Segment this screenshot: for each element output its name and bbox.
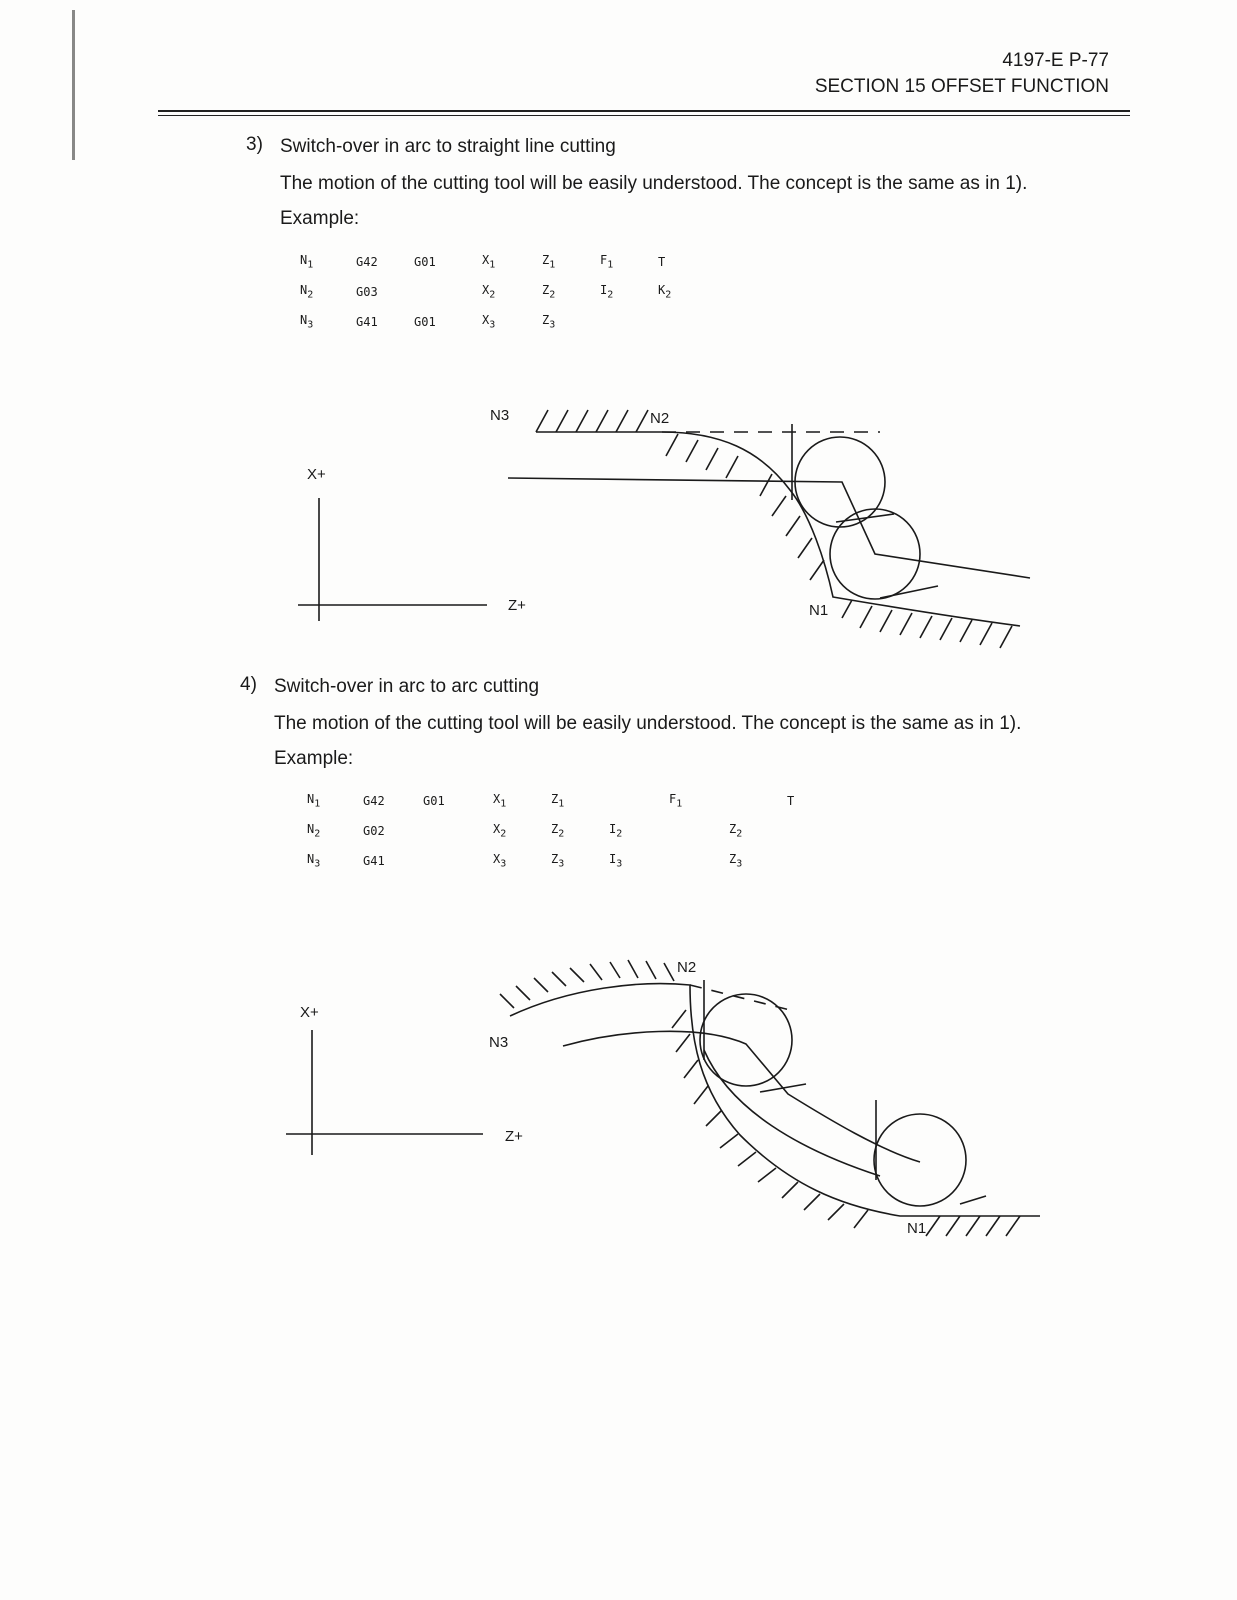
- normal-line: [880, 586, 938, 598]
- address: $X_2$: [482, 283, 496, 301]
- block-number: $N_1$: [300, 253, 314, 271]
- address: $Z_3$: [729, 852, 743, 870]
- figure-3: [298, 410, 1030, 648]
- workpiece-contour: [536, 432, 1020, 626]
- address: $X_1$: [482, 253, 496, 271]
- address: T: [658, 255, 666, 269]
- hatch-bottom: [842, 600, 1012, 648]
- address: $I_2$: [600, 283, 614, 301]
- tool-offset-arc: [704, 1050, 880, 1176]
- address: $I_2$: [609, 822, 623, 840]
- section-4-example-label: Example:: [274, 748, 354, 769]
- address: $X_2$: [493, 822, 507, 840]
- block-number: $N_3$: [307, 852, 321, 870]
- g-code: G41: [363, 854, 385, 868]
- fig4-n2-label: N2: [677, 959, 697, 976]
- fig3-n2-label: N2: [650, 410, 670, 427]
- address: $F_1$: [669, 792, 683, 810]
- section-heading: SECTION 15 OFFSET FUNCTION: [814, 76, 1109, 97]
- address: $Z_3$: [542, 313, 556, 331]
- section-4-title: Switch-over in arc to arc cutting: [274, 676, 540, 697]
- section-3-example-label: Example:: [280, 208, 360, 229]
- dashed-extension: [690, 985, 790, 1010]
- address: T: [787, 794, 795, 808]
- normal-line: [960, 1196, 986, 1204]
- hatch-arc: [672, 1010, 868, 1228]
- block-number: $N_3$: [300, 313, 314, 331]
- address: $I_3$: [609, 852, 623, 870]
- hatch-top: [536, 410, 738, 478]
- fig4-z-axis-label: Z+: [505, 1128, 523, 1145]
- g-code: G42: [363, 794, 385, 808]
- fig3-n3-label: N3: [490, 407, 510, 424]
- address: $Z_3$: [551, 852, 565, 870]
- address: $F_1$: [600, 253, 614, 271]
- fig3-n1-label: N1: [809, 602, 829, 619]
- figure-4: [286, 960, 1040, 1236]
- g-code: G01: [414, 315, 436, 329]
- g-code: G02: [363, 824, 385, 838]
- tool-circle-lower: [874, 1114, 966, 1206]
- block-number: $N_2$: [307, 822, 321, 840]
- address: $X_3$: [493, 852, 507, 870]
- fig4-n1-label: N1: [907, 1220, 927, 1237]
- g-code: G01: [423, 794, 445, 808]
- tool-center-path: [563, 1031, 920, 1162]
- fig3-x-axis-label: X+: [307, 466, 326, 483]
- section-3-description: The motion of the cutting tool will be easily understood. The concept is the same as in 1).: [280, 173, 1028, 194]
- address: $Z_2$: [729, 822, 743, 840]
- address: $X_1$: [493, 792, 507, 810]
- address: $X_3$: [482, 313, 496, 331]
- section-3-number: 3): [246, 134, 263, 155]
- normal-line: [760, 1084, 806, 1092]
- g-code: G42: [356, 255, 378, 269]
- fig4-x-axis-label: X+: [300, 1004, 319, 1021]
- address: $K_2$: [658, 283, 672, 301]
- address: $Z_2$: [551, 822, 565, 840]
- section-4-description: The motion of the cutting tool will be easily understood. The concept is the same as in 1).: [274, 713, 1022, 734]
- block-number: $N_1$: [307, 792, 321, 810]
- section-4-number: 4): [240, 674, 257, 695]
- fig3-z-axis-label: Z+: [508, 597, 526, 614]
- address: $Z_1$: [551, 792, 565, 810]
- tool-circle-upper: [700, 994, 792, 1086]
- doc-id: 4197-E P-77: [1002, 50, 1109, 71]
- section-3-title: Switch-over in arc to straight line cutting: [280, 136, 616, 157]
- normal-line: [836, 514, 894, 522]
- g-code: G41: [356, 315, 378, 329]
- g-code: G03: [356, 285, 378, 299]
- tool-center-path: [508, 478, 1030, 578]
- fig4-n3-label: N3: [489, 1034, 509, 1051]
- address: $Z_2$: [542, 283, 556, 301]
- hatch-bottom: [926, 1216, 1020, 1236]
- block-number: $N_2$: [300, 283, 314, 301]
- address: $Z_1$: [542, 253, 556, 271]
- g-code: G01: [414, 255, 436, 269]
